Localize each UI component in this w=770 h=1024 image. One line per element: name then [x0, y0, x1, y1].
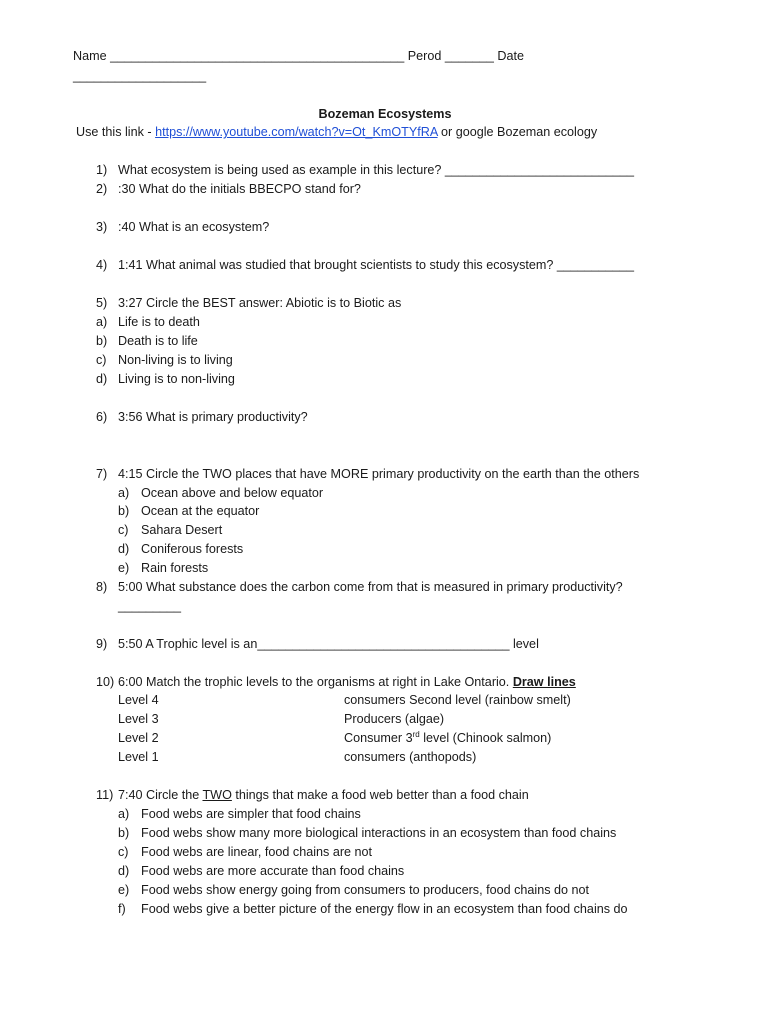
q5-option-text: Death is to life [118, 334, 198, 348]
q7-option-text: Sahara Desert [141, 523, 223, 537]
link-line [76, 124, 597, 140]
trophic-level-label: Level 4 [118, 693, 159, 707]
q6-text: 3:56 What is primary productivity? [118, 410, 308, 424]
q11-option-text: Food webs are simpler that food chains [141, 807, 361, 821]
superscript-rd: rd [412, 729, 420, 739]
q10-number: 10) [96, 675, 115, 689]
organism-label-consumer-3rd [344, 730, 551, 746]
q11-number: 11) [96, 788, 114, 802]
organism-label-head: Consumer 3 [344, 731, 413, 745]
q3-number: 3) [96, 220, 108, 234]
q7-option-text: Ocean at the equator [141, 504, 260, 518]
q11-two-underlined: TWO [202, 788, 232, 802]
organism-label: consumers (anthopods) [344, 750, 477, 764]
q7-option-text: Ocean above and below equator [141, 486, 324, 500]
q7-option-letter: b) [118, 504, 130, 518]
q5-option-text: Life is to death [118, 315, 200, 329]
organism-label: Producers (algae) [344, 712, 445, 726]
link-tail: or google Bozeman ecology [441, 125, 598, 139]
q5-option-letter: d) [96, 372, 108, 386]
q5-option-text: Living is to non-living [118, 372, 235, 386]
q2-text: :30 What do the initials BBECPO stand for? [118, 182, 361, 196]
q11-prompt-pre: 7:40 Circle the [118, 788, 200, 802]
q3-text: :40 What is an ecosystem? [118, 220, 270, 234]
q5-option-text: Non-living is to living [118, 353, 233, 367]
q11-option-text: Food webs give a better picture of the energy flow in an ecosystem than food chains do [141, 902, 628, 916]
q9-text: 5:50 A Trophic level is an____________________________________ level [118, 637, 539, 651]
q7-option-letter: a) [118, 486, 130, 500]
q5-text: 3:27 Circle the BEST answer: Abiotic is to Biotic as [118, 296, 402, 310]
trophic-level-label: Level 3 [118, 712, 159, 726]
q7-option-text: Rain forests [141, 561, 209, 575]
q7-text: 4:15 Circle the TWO places that have MORE primary productivity on the earth than the others [118, 467, 640, 481]
q11-option-letter: f) [118, 902, 126, 916]
q4-number: 4) [96, 258, 108, 272]
organism-label-tail: level (Chinook salmon) [419, 731, 552, 745]
trophic-level-label: Level 2 [118, 731, 159, 745]
q11-option-text: Food webs show many more biological interactions in an ecosystem than food chains [141, 826, 617, 840]
video-link[interactable]: https://www.youtube.com/watch?v=Ot_KmOTYfRA [155, 125, 438, 139]
q11-option-letter: c) [118, 845, 129, 859]
q11-option-letter: b) [118, 826, 130, 840]
q7-number: 7) [96, 467, 108, 481]
q10-draw-lines: Draw lines [512, 675, 576, 689]
page-title: Bozeman Ecosystems [318, 107, 452, 121]
q5-option-letter: c) [96, 353, 107, 367]
q10-prompt: 6:00 Match the trophic levels to the organisms at right in Lake Ontario. [118, 675, 510, 689]
q2-number: 2) [96, 182, 108, 196]
q11-option-text: Food webs are more accurate than food chains [141, 864, 405, 878]
q4-text: 1:41 What animal was studied that brought scientists to study this ecosystem? ___________ [118, 258, 634, 272]
q11-prompt-post: things that make a food web better than a food chain [235, 788, 529, 802]
q8-answer-blank: _________ [118, 599, 182, 613]
trophic-level-label: Level 1 [118, 750, 159, 764]
q6-number: 6) [96, 410, 108, 424]
q7-option-letter: e) [118, 561, 130, 575]
organism-label: consumers Second level (rainbow smelt) [344, 693, 571, 707]
q9-number: 9) [96, 637, 108, 651]
date-blank-line: ___________________ [73, 69, 207, 83]
link-intro: Use this link - [76, 125, 152, 139]
q1-number: 1) [96, 163, 108, 177]
q5-number: 5) [96, 296, 108, 310]
q11-option-letter: e) [118, 883, 130, 897]
q8-number: 8) [96, 580, 108, 594]
q8-text: 5:00 What substance does the carbon come from that is measured in primary productivity? [118, 580, 623, 594]
q7-option-text: Coniferous forests [141, 542, 244, 556]
q11-option-letter: a) [118, 807, 130, 821]
q11-text [118, 787, 529, 803]
q7-option-letter: c) [118, 523, 129, 537]
q11-option-text: Food webs are linear, food chains are not [141, 845, 373, 859]
name-period-date-line: Name __________________________________________ Perod _______ Date [73, 49, 524, 63]
q7-option-letter: d) [118, 542, 130, 556]
q5-option-letter: a) [96, 315, 108, 329]
q5-option-letter: b) [96, 334, 108, 348]
q1-text: What ecosystem is being used as example in this lecture? ___________________________ [118, 163, 635, 177]
q10-text [118, 674, 576, 690]
q11-option-text: Food webs show energy going from consumers to producers, food chains do not [141, 883, 590, 897]
q11-option-letter: d) [118, 864, 130, 878]
